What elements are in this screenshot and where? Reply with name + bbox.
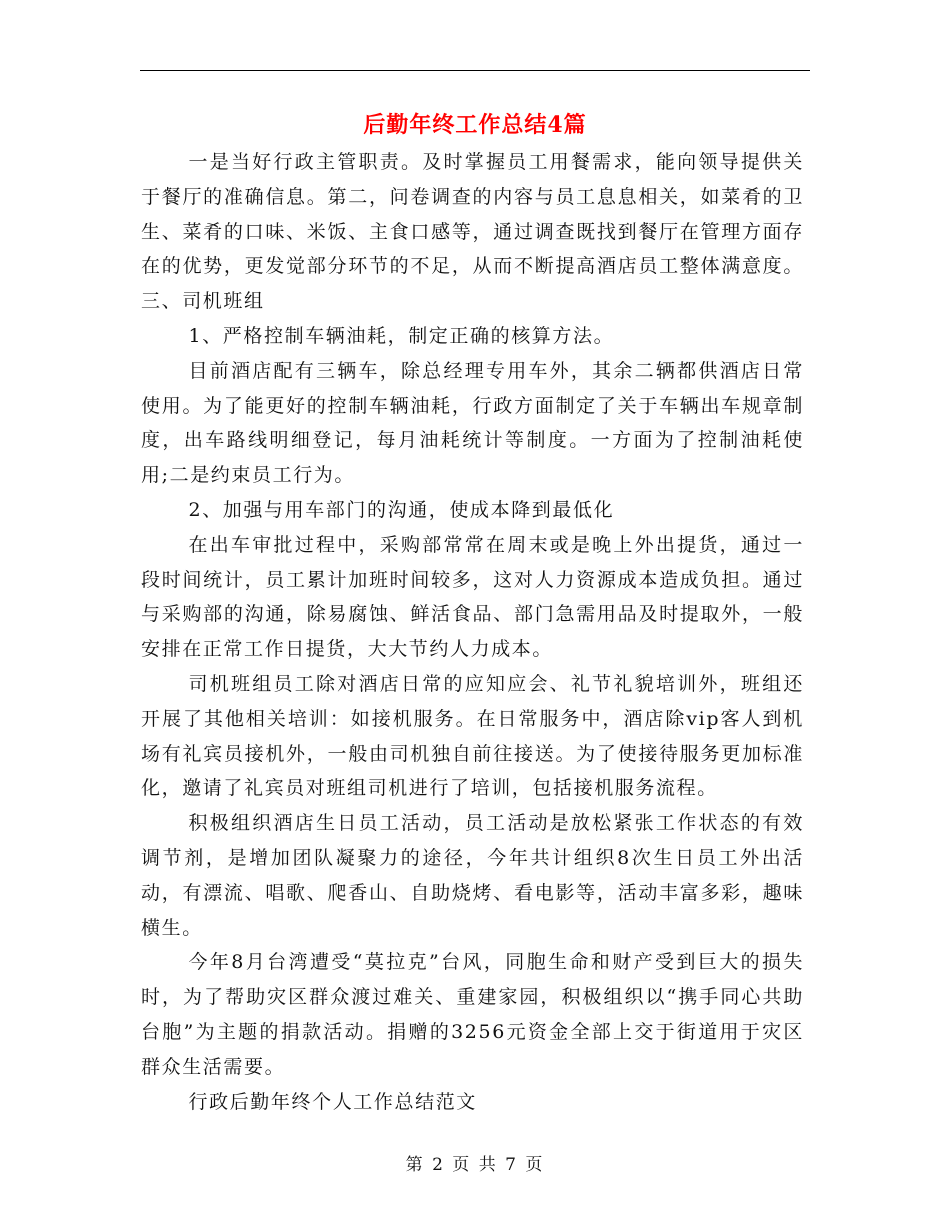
paragraph: 目前酒店配有三辆车，除总经理专用车外，其余二辆都供酒店日常使用。为了能更好的控制车辆油耗，行政方面制定了关于车辆出车规章制度，出车路线明细登记，每月油耗统计等制度。一方面为了控制油耗使用;二是约束员工行为。 (141, 359, 804, 487)
paragraph: 1、严格控制车辆油耗，制定正确的核算方法。 (188, 324, 615, 347)
paragraph: 今年8月台湾遭受“莫拉克”台风，同胞生命和财产受到巨大的损失时，为了帮助灾区群众渡过难关、重建家园，积极组织以“携手同心共助台胞”为主题的捐款活动。捐赠的3256元资金全部上交于街道用于灾区群众生活需要。 (141, 951, 804, 1078)
paragraph: 司机班组员工除对酒店日常的应知应会、礼节礼貌培训外，班组还开展了其他相关培训：如接机服务。在日常服务中，酒店除vip客人到机场有礼宾员接机外，一般由司机独自前往接送。为了使接待服务更加标准化，邀请了礼宾员对班组司机进行了培训，包括接机服务流程。 (141, 672, 804, 800)
paragraph: 行政后勤年终个人工作总结范文 (188, 1090, 477, 1113)
paragraph: 一是当好行政主管职责。及时掌握员工用餐需求，能向领导提供关于餐厅的准确信息。第二，问卷调查的内容与员工息息相关，如菜肴的卫生、菜肴的口味、米饭、主食口感等，通过调查既找到餐厅在管理方面存在的优势，更发觉部分环节的不足，从而不断提高酒店员工整体满意度。三、司机班组 (141, 151, 804, 313)
paragraph: 在出车审批过程中，采购部常常在周末或是晚上外出提货，通过一段时间统计，员工累计加班时间较多，这对人力资源成本造成负担。通过与采购部的沟通，除易腐蚀、鲜活食品、部门急需用品及时提取外，一般安排在正常工作日提货，大大节约人力成本。 (141, 533, 804, 661)
document-body (141, 145, 804, 1119)
document-title: 后勤年终工作总结4篇 (363, 112, 587, 138)
paragraph: 2、加强与用车部门的沟通，使成本降到最低化 (188, 498, 615, 521)
page-number-footer: 第 2 页 共 7 页 (405, 1155, 545, 1175)
paragraph: 积极组织酒店生日员工活动，员工活动是放松紧张工作状态的有效调节剂，是增加团队凝聚力的途径，今年共计组织8次生日员工外出活动，有漂流、唱歌、爬香山、自助烧烤、看电影等，活动丰富多彩，趣味横生。 (141, 812, 804, 939)
header-rule (140, 70, 810, 71)
